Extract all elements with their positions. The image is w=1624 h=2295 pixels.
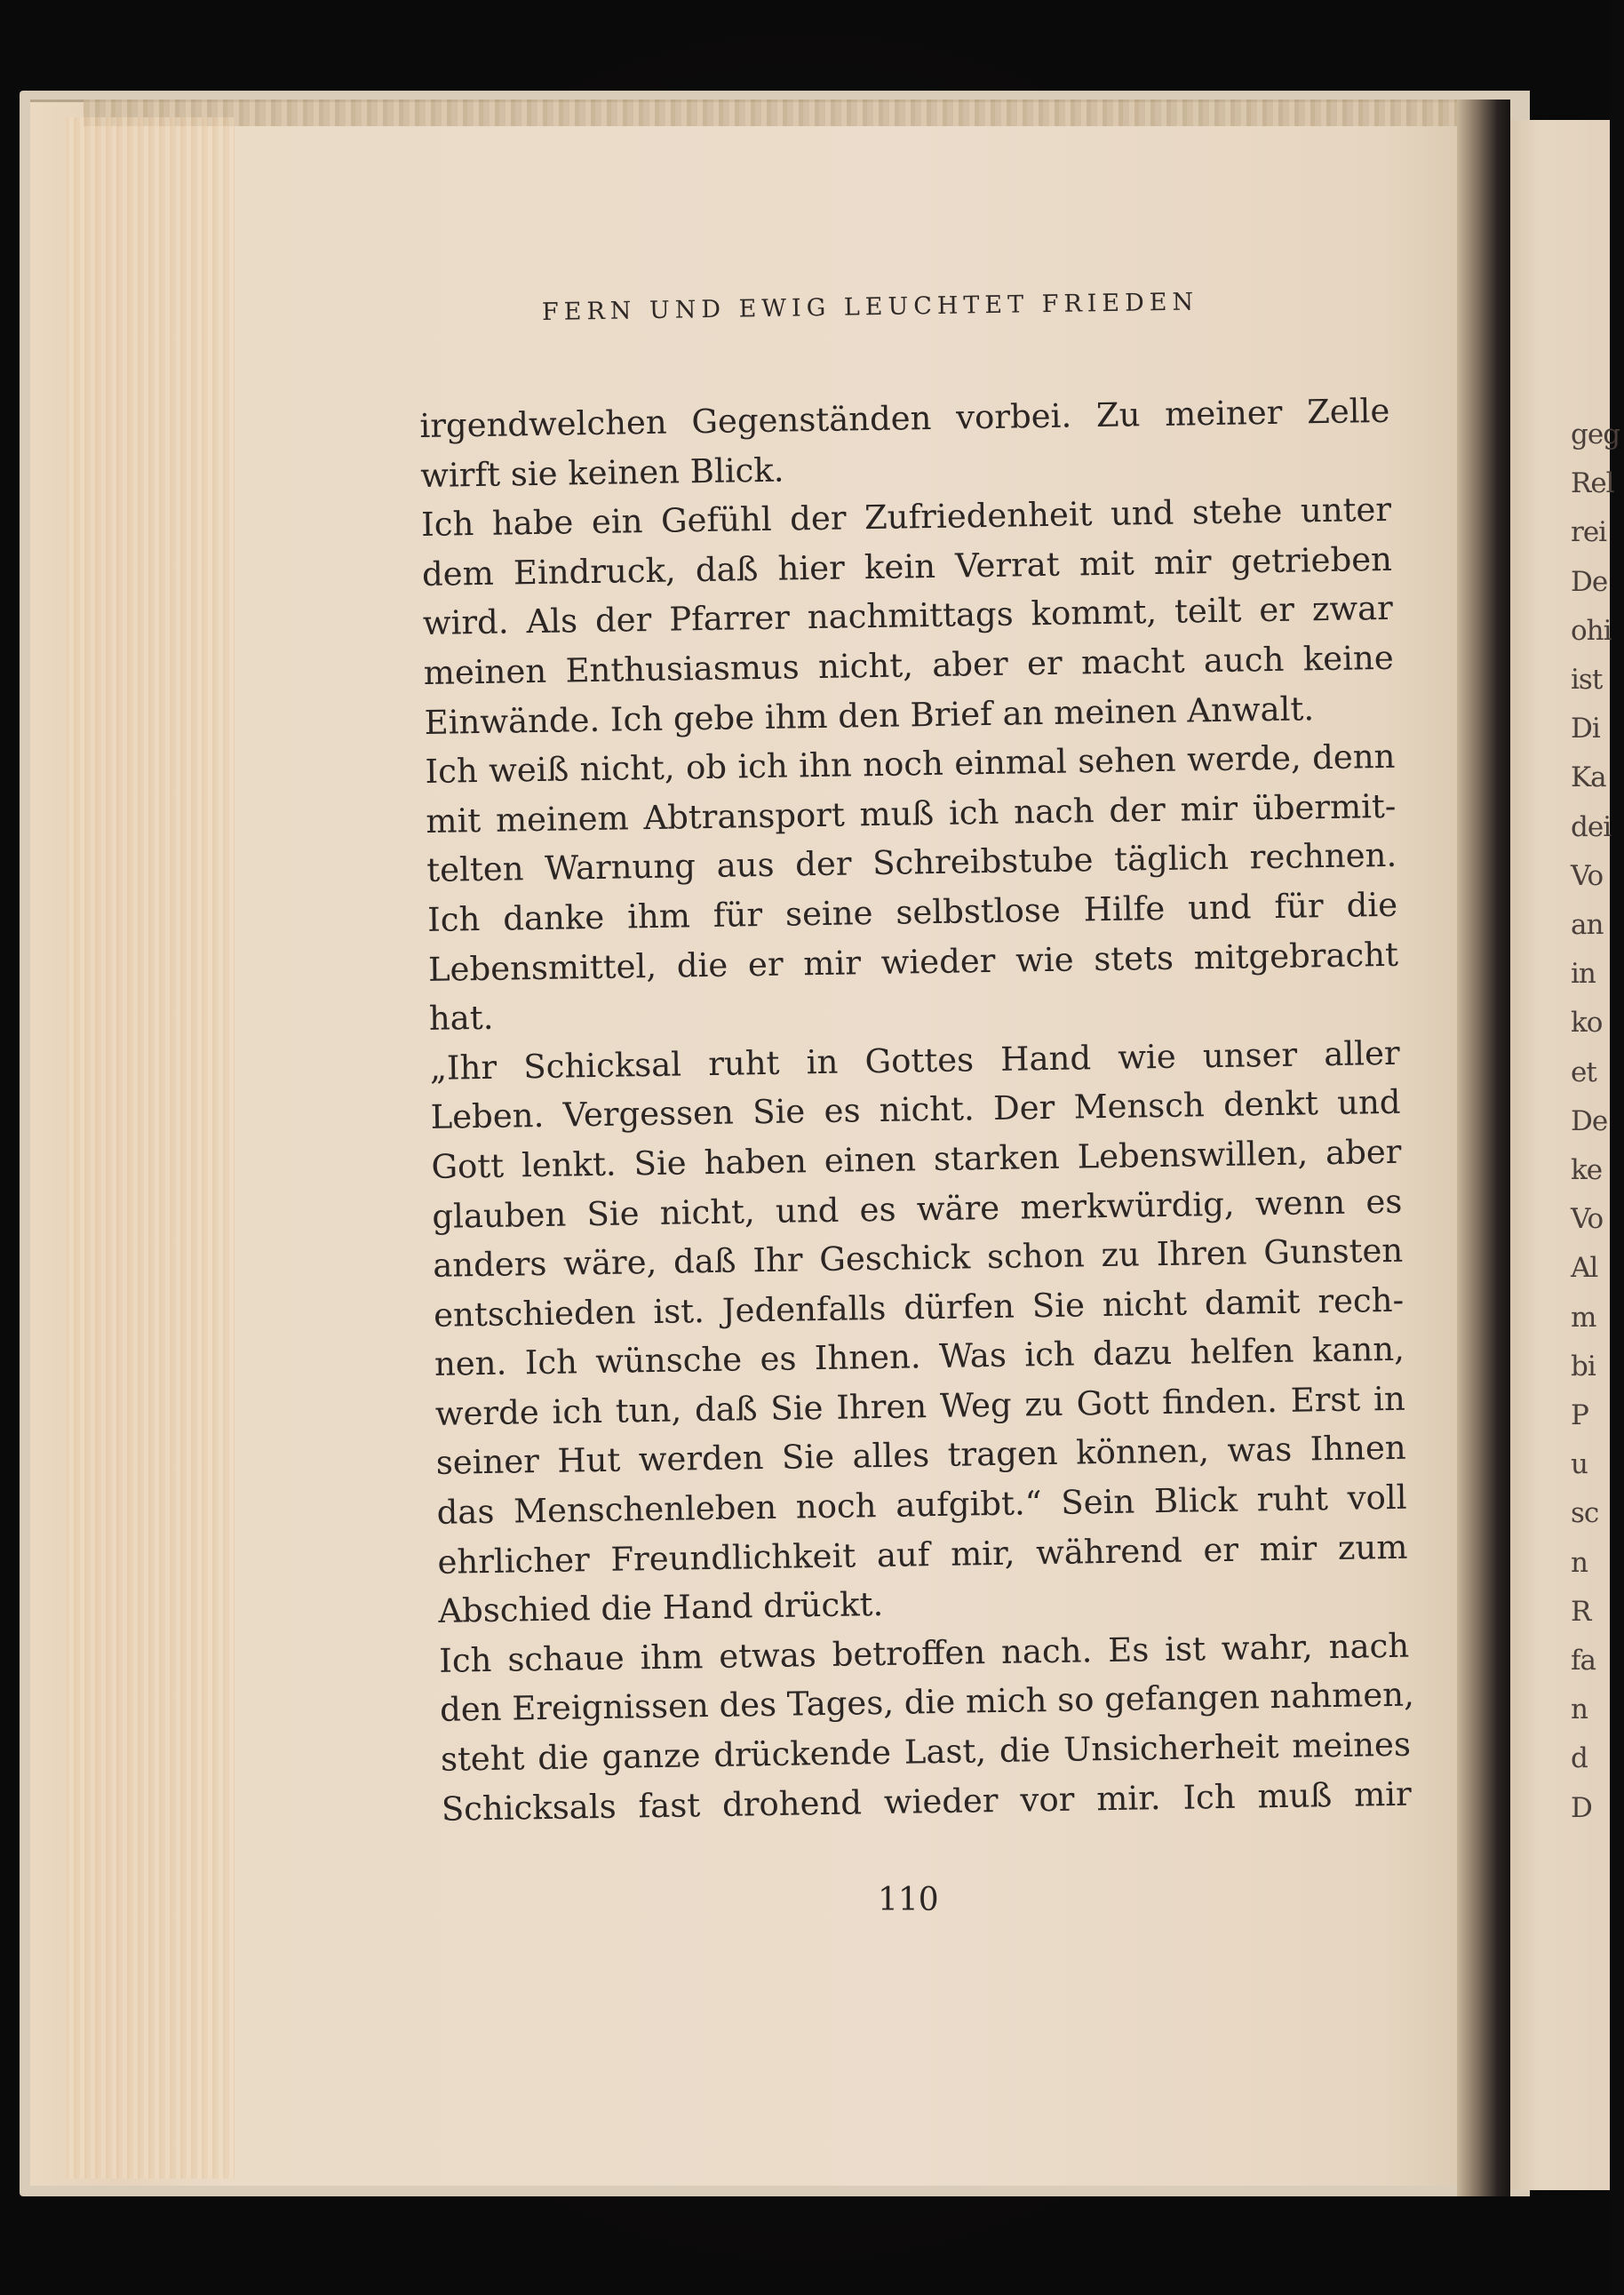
facing-page-fragment: bi xyxy=(1571,1350,1596,1383)
facing-page-fragment: Vo xyxy=(1571,859,1604,892)
text-line: Ich danke ihm für seine selbstlose Hilfe und für die xyxy=(426,885,1398,939)
facing-page-fragment: Al xyxy=(1571,1252,1598,1285)
text-line: entschieden ist. Jedenfalls dürfen Sie nicht damit rech- xyxy=(433,1280,1405,1335)
facing-page-fragment: ohi xyxy=(1571,614,1612,647)
facing-page-fragment: n xyxy=(1571,1546,1588,1579)
facing-page-fragment: De xyxy=(1571,565,1608,598)
text-line: „Ihr Schicksal ruht in Gottes Hand wie unser aller xyxy=(429,1033,1400,1088)
page-stack-edge xyxy=(66,117,235,2179)
text-line: ehrlicher Freundlichkeit auf mir, während er mir zum xyxy=(437,1527,1408,1582)
facing-page-fragment: n xyxy=(1571,1693,1588,1726)
facing-page-fragment: R xyxy=(1571,1595,1591,1628)
facing-page-fragment: sc xyxy=(1571,1497,1599,1530)
facing-page-fragment: et xyxy=(1571,1056,1596,1088)
facing-page-fragment: Vo xyxy=(1571,1203,1604,1236)
facing-page-fragment: in xyxy=(1571,958,1596,991)
facing-page-fragment: Rel xyxy=(1571,467,1614,500)
text-line: wirft sie keinen Blick. xyxy=(419,450,784,495)
text-line: irgendwelchen Gegenständen vorbei. Zu meiner Zelle xyxy=(419,391,1390,445)
text-line: mit meinem Abtransport muß ich nach der mir übermit- xyxy=(426,786,1397,841)
text-line: werde ich tun, daß Sie Ihren Weg zu Gott finden. Erst in xyxy=(434,1379,1406,1433)
text-line: Lebensmittel, die er mir wieder wie stets mitgebracht xyxy=(427,935,1399,989)
text-line: meinen Enthusiasmus nicht, aber er macht auch keine xyxy=(423,638,1395,692)
facing-page-fragment: ke xyxy=(1571,1154,1603,1187)
text-line: Schicksals fast drohend wieder vor mir. Ich muß mir xyxy=(441,1774,1413,1829)
text-line: anders wäre, daß Ihr Geschick schon zu Ihren Gunsten xyxy=(432,1231,1404,1285)
facing-page-text xyxy=(1571,410,1624,1833)
book-spine-shadow xyxy=(1457,100,1510,2196)
text-line: Ich habe ein Gefühl der Zufriedenheit und stehe unter xyxy=(420,490,1392,545)
text-line: Leben. Vergessen Sie es nicht. Der Mensch denkt und xyxy=(430,1083,1401,1137)
text-line: Abschied die Hand drückt. xyxy=(438,1585,884,1631)
text-line: hat. xyxy=(428,998,494,1039)
text-line: Einwände. Ich gebe ihm den Brief an meinen Anwalt. xyxy=(424,689,1315,742)
facing-page-fragment: an xyxy=(1571,909,1604,942)
text-line: den Ereignissen des Tages, die mich so gefangen nahmen, xyxy=(439,1676,1415,1730)
text-line: Ich weiß nicht, ob ich ihn noch einmal sehen werde, denn xyxy=(425,737,1396,792)
facing-page-fragment: ko xyxy=(1571,1007,1603,1040)
facing-page-fragment: dei xyxy=(1571,810,1612,843)
text-line: telten Warnung aus der Schreibstube täglich rechnen. xyxy=(426,836,1397,890)
facing-page-fragment: geg xyxy=(1571,418,1620,450)
facing-page-fragment: De xyxy=(1571,1104,1608,1137)
facing-page-fragment: P xyxy=(1571,1399,1588,1432)
text-line: glauben Sie nicht, und es wäre merkwürdig, wenn es xyxy=(432,1182,1403,1236)
text-line: das Menschenleben noch aufgibt.“ Sein Blick ruht voll xyxy=(436,1478,1407,1532)
facing-page-fragment: ist xyxy=(1571,664,1603,697)
text-line: Gott lenkt. Sie haben einen starken Lebenswillen, aber xyxy=(431,1132,1402,1186)
text-line: dem Eindruck, daß hier kein Verrat mit mir getrieben xyxy=(421,539,1393,594)
facing-page-fragment: rei xyxy=(1571,516,1607,549)
facing-page-fragment: d xyxy=(1571,1742,1588,1775)
page-top-edge xyxy=(84,100,1496,126)
text-line: wird. Als der Pfarrer nachmittags kommt, teilt er zwar xyxy=(422,589,1394,643)
facing-page-fragment: u xyxy=(1571,1448,1588,1481)
facing-page-fragment: D xyxy=(1571,1791,1592,1824)
text-line: seiner Hut werden Sie alles tragen können, was Ihnen xyxy=(435,1429,1406,1483)
text-line: Ich schaue ihm etwas betroffen nach. Es ist wahr, nach xyxy=(438,1626,1410,1680)
facing-page-fragment: m xyxy=(1571,1301,1596,1334)
facing-page-fragment: Ka xyxy=(1571,761,1606,794)
page-number: 110 xyxy=(878,1882,939,1918)
text-line: nen. Ich wünsche es Ihnen. Was ich dazu helfen kann, xyxy=(434,1329,1405,1384)
running-head: FERN UND EWIG LEUCHTET FRIEDEN xyxy=(541,288,1199,326)
body-text xyxy=(419,386,1415,1834)
facing-page-fragment: fa xyxy=(1571,1645,1596,1677)
facing-page-fragment: Di xyxy=(1571,713,1600,745)
text-line: steht die ganze drückende Last, die Unsicherheit meines xyxy=(440,1725,1412,1779)
